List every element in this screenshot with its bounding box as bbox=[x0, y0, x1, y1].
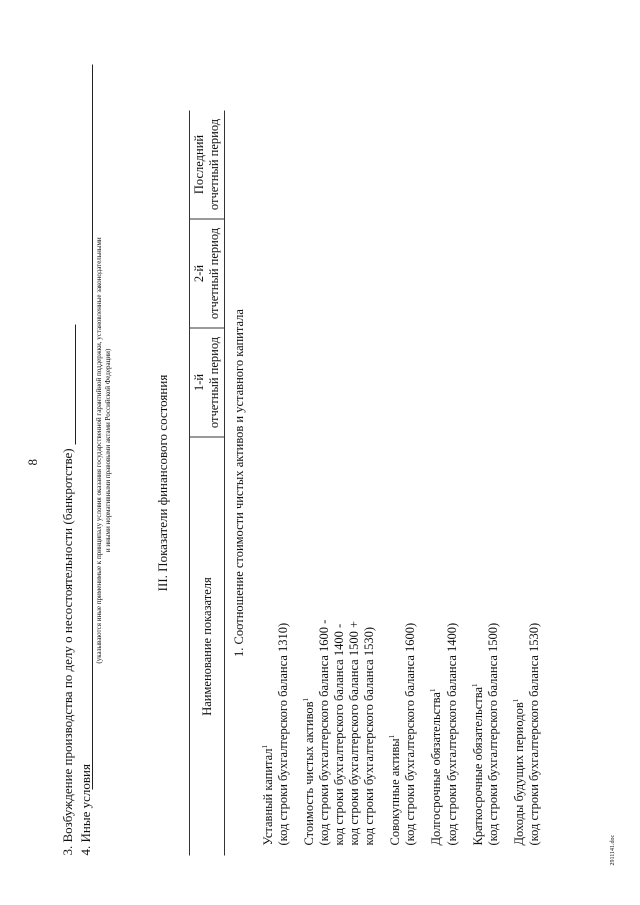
indicator-name: Совокупные активы$^1$ bbox=[388, 734, 403, 845]
table-header-row bbox=[190, 110, 225, 855]
col-1-line-2: отчетный период bbox=[207, 336, 221, 428]
item-3-text: 3. Возбуждение производства по делу о несостоятельности (банкротстве) bbox=[60, 447, 75, 855]
note-line-2: и иными нормативными правовыми актами Российской Федерации) bbox=[104, 348, 112, 552]
indicator-list bbox=[258, 515, 550, 845]
item-4-note bbox=[95, 115, 113, 785]
indicator-name: Уставный капитал$^1$ bbox=[261, 744, 276, 845]
indicator-row bbox=[509, 515, 542, 845]
indicator-detail: (код строки бухгалтерского баланса 1500) bbox=[485, 622, 500, 845]
indicator-name: Доходы будущих периодов$^1$ bbox=[511, 698, 526, 845]
indicator-detail: код строки бухгалтерского баланса 1500 + bbox=[347, 620, 362, 845]
col-2-header bbox=[190, 219, 225, 328]
col-3-line-1: Последний bbox=[192, 134, 206, 194]
indicator-name: Долгосрочные обязательства$^1$ bbox=[429, 688, 444, 845]
section-3-title: III. Показатели финансового состояния bbox=[155, 374, 170, 591]
indicator-row bbox=[258, 515, 291, 845]
indicator-detail: (код строки бухгалтерского баланса 1600 - bbox=[317, 619, 332, 845]
indicator-detail: код строки бухгалтерского баланса 1530) bbox=[362, 626, 377, 845]
item-3-line bbox=[60, 324, 76, 855]
indicator-row bbox=[299, 515, 377, 845]
indicator-detail: (код строки бухгалтерского баланса 1530) bbox=[526, 622, 541, 845]
col-2-line-1: 2-й bbox=[192, 264, 206, 282]
indicator-detail: код строки бухгалтерского баланса 1400 - bbox=[332, 623, 347, 845]
col-name-header: Наименование показателя bbox=[190, 437, 225, 856]
col-3-header bbox=[190, 110, 225, 219]
financial-table bbox=[189, 110, 225, 855]
indicator-detail: (код строки бухгалтерского баланса 1600) bbox=[403, 622, 418, 845]
indicator-name: Краткосрочные обязательства$^1$ bbox=[470, 682, 485, 845]
indicator-row bbox=[426, 515, 459, 845]
subsection-1-title: 1. Соотношение стоимости чистых активов и уставного капитала bbox=[232, 308, 246, 657]
item-4-blank bbox=[92, 64, 93, 789]
indicator-detail: (код строки бухгалтерского баланса 1400) bbox=[444, 622, 459, 845]
col-1-line-1: 1-й bbox=[192, 373, 206, 391]
col-2-line-2: отчетный период bbox=[207, 227, 221, 319]
item-4-text: 4. Иные условия bbox=[78, 763, 93, 855]
indicator-name: Стоимость чистых активов$^1$ bbox=[302, 697, 317, 845]
indicator-detail: (код строки бухгалтерского баланса 1310) bbox=[276, 622, 291, 845]
col-3-line-2: отчетный период bbox=[207, 118, 221, 210]
indicator-row bbox=[385, 515, 418, 845]
col-1-header bbox=[190, 328, 225, 437]
item-3-blank bbox=[75, 324, 76, 444]
item-4-line bbox=[78, 764, 94, 855]
page-number: 8 bbox=[25, 458, 40, 465]
footer-filename: 2911141.doc bbox=[610, 834, 616, 865]
indicator-row bbox=[468, 515, 501, 845]
note-line-1: (указываются иные применимые к принципалу условия оказания государственной гарантийной поддержки, установленные законодательными bbox=[95, 236, 103, 664]
